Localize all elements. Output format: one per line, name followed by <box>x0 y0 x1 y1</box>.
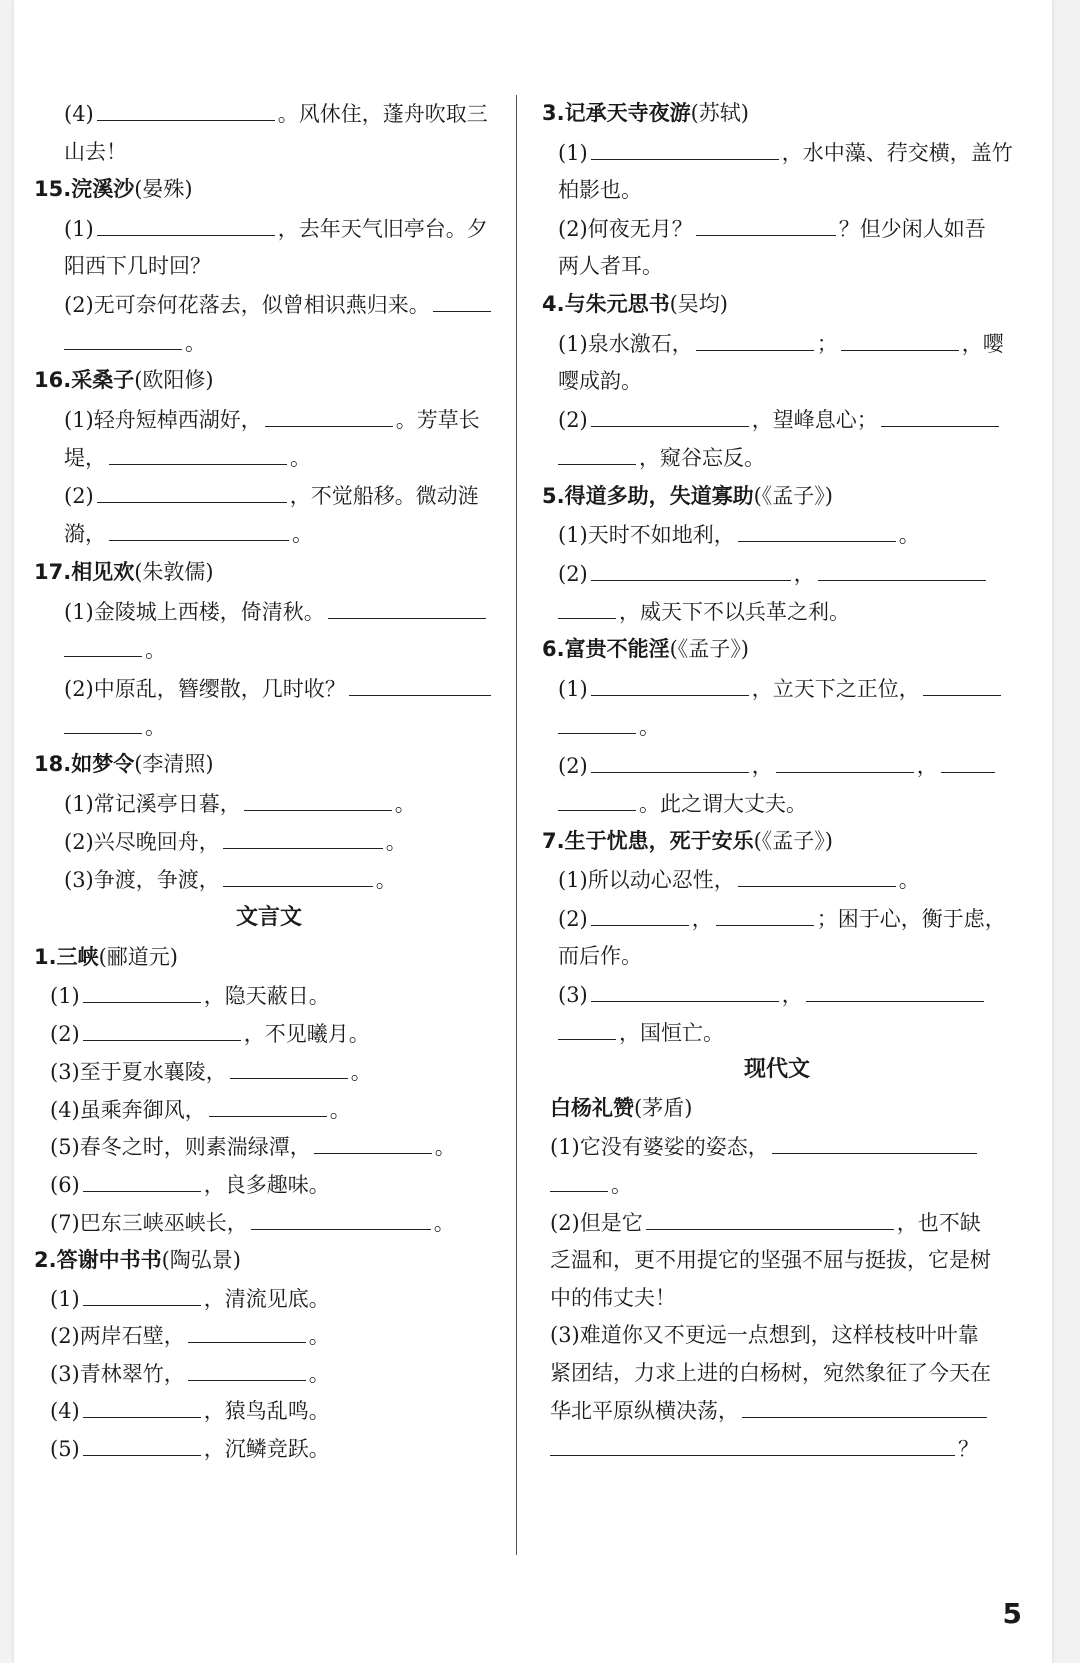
fill-blank[interactable] <box>806 979 984 1002</box>
exercise-line: (1)天时不如地利， 。 <box>558 519 920 549</box>
fill-blank[interactable] <box>223 826 383 849</box>
fill-blank[interactable] <box>97 98 275 121</box>
exercise-line: 乏温和，更不用提它的坚强不屈与挺拔，它是树 <box>550 1248 991 1272</box>
fill-blank[interactable] <box>64 634 142 657</box>
exercise-line: (5)春冬之时，则素湍绿潭， 。 <box>50 1131 456 1161</box>
fill-blank[interactable] <box>841 328 959 351</box>
exercise-line: (1) ，去年天气旧亭台。夕 <box>64 213 488 243</box>
fill-blank[interactable] <box>923 673 1001 696</box>
exercise-line: (1) ，隐天蔽日。 <box>50 980 330 1010</box>
exercise-line: (2) ， <box>558 558 989 588</box>
exercise-line: (4) 。风休住，蓬舟吹取三 <box>64 98 488 128</box>
fill-blank[interactable] <box>188 1358 306 1381</box>
exercise-line: 。 <box>64 634 166 664</box>
fill-blank[interactable] <box>591 673 749 696</box>
fill-blank[interactable] <box>83 1433 201 1456</box>
exercise-line: (1)金陵城上西楼，倚清秋。 <box>64 596 489 626</box>
fill-blank[interactable] <box>83 1283 201 1306</box>
fill-blank[interactable] <box>433 289 491 312</box>
exercise-line: (2) ， ， <box>558 750 998 780</box>
exercise-line: 山去！ <box>64 140 127 164</box>
exercise-line: 阳西下几时回？ <box>64 254 211 278</box>
fill-blank[interactable] <box>328 596 486 619</box>
exercise-line: (2)无可奈何花落去，似曾相识燕归来。 <box>64 289 494 319</box>
exercise-line: (1)泉水激石， ； ，嘤 <box>558 328 1004 358</box>
fill-blank[interactable] <box>696 328 814 351</box>
exercise-line: (2) ，望峰息心； <box>558 404 1002 434</box>
text-heading: 6.富贵不能淫(《孟子》) <box>542 637 749 661</box>
fill-blank[interactable] <box>83 1018 241 1041</box>
fill-blank[interactable] <box>591 137 779 160</box>
exercise-line: (3)至于夏水襄陵， 。 <box>50 1056 372 1086</box>
exercise-line: 嘤成韵。 <box>558 369 642 393</box>
fill-blank[interactable] <box>64 711 142 734</box>
exercise-line: (4)虽乘奔御风， 。 <box>50 1094 351 1124</box>
exercise-line: (7)巴东三峡巫峡长， 。 <box>50 1207 455 1237</box>
exercise-line: (3)争渡，争渡， 。 <box>64 864 397 894</box>
text-heading: 1.三峡(郦道元) <box>34 945 178 969</box>
exercise-line: (1) ，清流见底。 <box>50 1283 330 1313</box>
fill-blank[interactable] <box>941 750 995 773</box>
fill-blank[interactable] <box>591 404 749 427</box>
fill-blank[interactable] <box>349 673 491 696</box>
fill-blank[interactable] <box>738 864 896 887</box>
exercise-line: (1)所以动心忍性， 。 <box>558 864 920 894</box>
fill-blank[interactable] <box>83 980 201 1003</box>
fill-blank[interactable] <box>738 519 896 542</box>
fill-blank[interactable] <box>558 1017 616 1040</box>
exercise-line: (2)兴尽晚回舟， 。 <box>64 826 407 856</box>
exercise-line: (5) ，沉鳞竞跃。 <box>50 1433 330 1463</box>
exercise-line: 。 <box>64 711 166 741</box>
exercise-line: ？ <box>550 1433 979 1463</box>
exercise-line: ，国恒亡。 <box>558 1017 724 1047</box>
fill-blank[interactable] <box>230 1056 348 1079</box>
exercise-line: 。 <box>550 1169 632 1199</box>
column-divider <box>516 95 517 1555</box>
exercise-line: 两人者耳。 <box>558 254 663 278</box>
exercise-line: (1)轻舟短棹西湖好， 。芳草长 <box>64 404 480 434</box>
fill-blank[interactable] <box>251 1207 431 1230</box>
exercise-line: 漪， 。 <box>64 518 313 548</box>
text-heading: 7.生于忧患，死于安乐(《孟子》) <box>542 829 833 853</box>
exercise-line: (3)难道你又不更远一点想到，这样枝枝叶叶靠 <box>550 1323 979 1347</box>
text-heading: 白杨礼赞(茅盾) <box>550 1096 693 1120</box>
poem-heading: 16.采桑子(欧阳修) <box>34 368 214 392</box>
text-heading: 2.答谢中书书(陶弘景) <box>34 1248 241 1272</box>
exercise-line: (4) ，猿鸟乱鸣。 <box>50 1395 330 1425</box>
exercise-line: 。 <box>558 711 660 741</box>
poem-heading: 15.浣溪沙(晏殊) <box>34 177 193 201</box>
fill-blank[interactable] <box>772 1131 977 1154</box>
exercise-line: (2)中原乱，簪缨散，几时收？ <box>64 673 494 703</box>
fill-blank[interactable] <box>558 596 616 619</box>
fill-blank[interactable] <box>591 903 689 926</box>
exercise-line: 而后作。 <box>558 944 642 968</box>
workbook-page <box>14 0 1052 1663</box>
exercise-line: (2)但是它 ，也不缺 <box>550 1207 981 1237</box>
fill-blank[interactable] <box>558 788 636 811</box>
exercise-line: 。此之谓大丈夫。 <box>558 788 807 818</box>
section-title-wenyanwen: 文言文 <box>235 905 302 930</box>
fill-blank[interactable] <box>591 558 791 581</box>
fill-blank[interactable] <box>109 442 287 465</box>
fill-blank[interactable] <box>716 903 814 926</box>
fill-blank[interactable] <box>550 1433 955 1456</box>
exercise-line: (2) ， ；困于心，衡于虑， <box>558 903 1006 933</box>
exercise-line: (3) ， <box>558 979 987 1009</box>
fill-blank[interactable] <box>97 213 275 236</box>
fill-blank[interactable] <box>209 1094 327 1117</box>
fill-blank[interactable] <box>64 327 182 350</box>
fill-blank[interactable] <box>591 750 749 773</box>
exercise-line: (1)常记溪亭日暮， 。 <box>64 788 416 818</box>
exercise-line: (3)青林翠竹， 。 <box>50 1358 330 1388</box>
exercise-line: ，威天下不以兵革之利。 <box>558 596 850 626</box>
exercise-line: (1) ，立天下之正位， <box>558 673 1004 703</box>
exercise-line: 紧团结，力求上进的白杨树，宛然象征了今天在 <box>550 1361 991 1385</box>
fill-blank[interactable] <box>314 1131 432 1154</box>
fill-blank[interactable] <box>83 1169 201 1192</box>
exercise-line: (1) ，水中藻、荇交横，盖竹 <box>558 137 1013 167</box>
page-number: 5 <box>1002 1597 1022 1630</box>
text-heading: 3.记承天寺夜游(苏轼) <box>542 101 749 125</box>
fill-blank[interactable] <box>558 442 636 465</box>
exercise-line: ，窥谷忘反。 <box>558 442 765 472</box>
fill-blank[interactable] <box>109 518 289 541</box>
section-title-xiandaiwen: 现代文 <box>743 1057 810 1082</box>
exercise-line: (2) ，不觉船移。微动涟 <box>64 480 479 510</box>
fill-blank[interactable] <box>646 1207 894 1230</box>
exercise-line: 。 <box>64 327 206 357</box>
exercise-line: (2)何夜无月？ ？但少闲人如吾 <box>558 213 986 243</box>
fill-blank[interactable] <box>97 480 287 503</box>
poem-heading: 17.相见欢(朱敦儒) <box>34 560 214 584</box>
fill-blank[interactable] <box>558 711 636 734</box>
exercise-line: (6) ，良多趣味。 <box>50 1169 330 1199</box>
fill-blank[interactable] <box>223 864 373 887</box>
fill-blank[interactable] <box>696 213 836 236</box>
fill-blank[interactable] <box>742 1395 987 1418</box>
fill-blank[interactable] <box>881 404 999 427</box>
fill-blank[interactable] <box>776 750 914 773</box>
fill-blank[interactable] <box>818 558 986 581</box>
exercise-line: (2)两岸石壁， 。 <box>50 1320 330 1350</box>
exercise-line: (2) ，不见曦月。 <box>50 1018 370 1048</box>
fill-blank[interactable] <box>188 1320 306 1343</box>
exercise-line: 华北平原纵横决荡， <box>550 1395 990 1425</box>
text-heading: 5.得道多助，失道寡助(《孟子》) <box>542 484 833 508</box>
poem-heading: 18.如梦令(李清照) <box>34 752 214 776</box>
fill-blank[interactable] <box>550 1169 608 1192</box>
exercise-line: 堤， 。 <box>64 442 311 472</box>
exercise-line: 柏影也。 <box>558 178 642 202</box>
fill-blank[interactable] <box>244 788 392 811</box>
exercise-line: (1)它没有婆娑的姿态， <box>550 1131 980 1161</box>
fill-blank[interactable] <box>265 404 393 427</box>
text-heading: 4.与朱元思书(吴均) <box>542 292 728 316</box>
fill-blank[interactable] <box>591 979 779 1002</box>
exercise-line: 中的伟丈夫！ <box>550 1286 676 1310</box>
fill-blank[interactable] <box>83 1395 201 1418</box>
